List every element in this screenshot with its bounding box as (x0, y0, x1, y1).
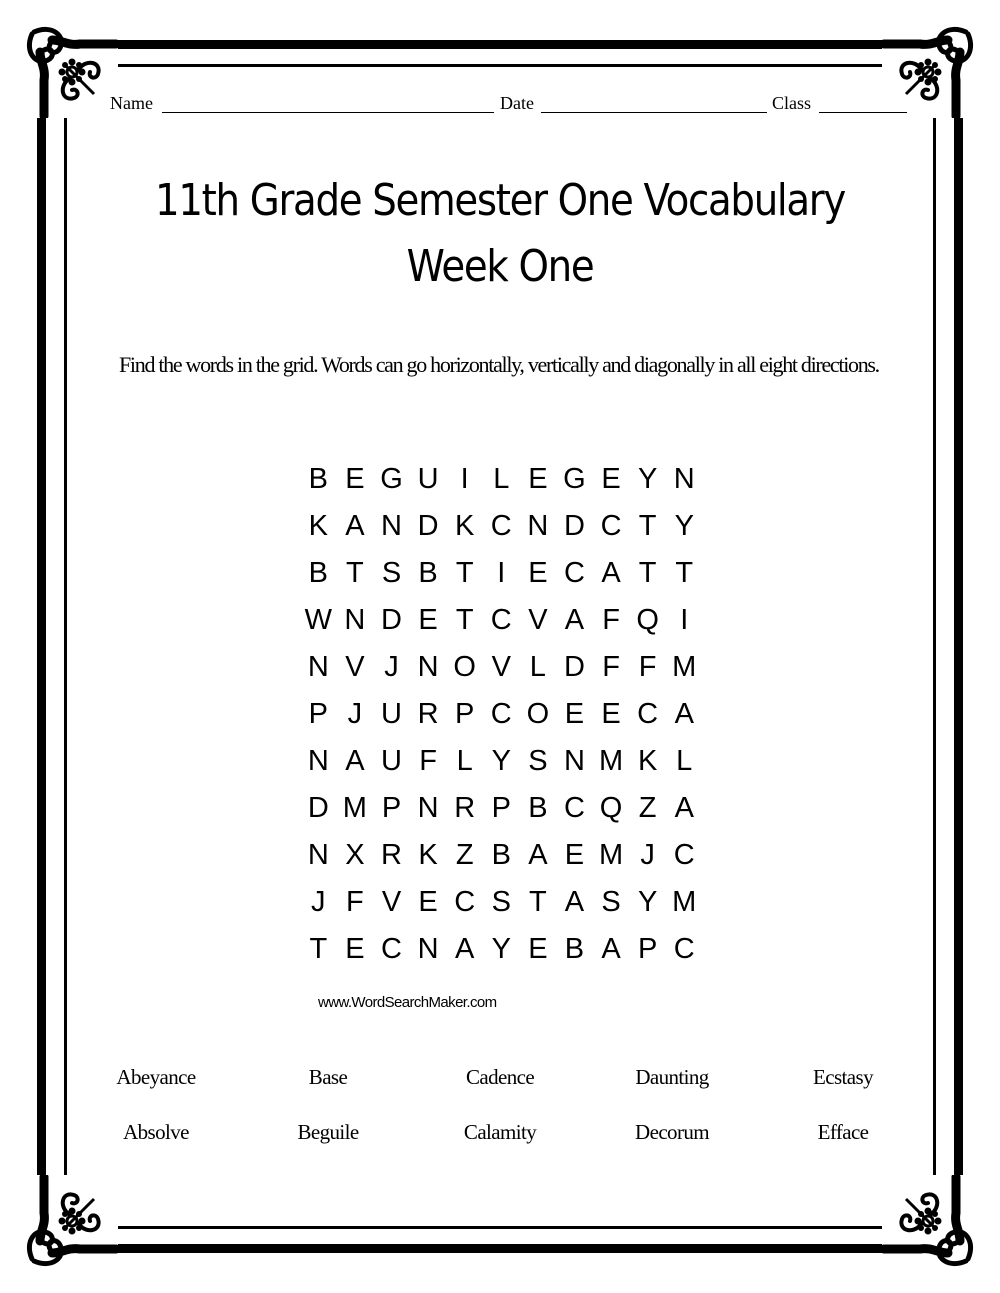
grid-letter: E (345, 933, 365, 965)
grid-row (300, 832, 703, 879)
grid-letter: J (640, 839, 655, 871)
grid-letter: Q (599, 792, 623, 824)
grid-letter: U (417, 463, 439, 495)
worksheet-title: 11th Grade Semester One Vocabulary Week One (155, 175, 845, 292)
grid-letter: C (563, 557, 585, 589)
grid-row (300, 597, 703, 644)
grid-letter: J (384, 651, 399, 683)
date-field[interactable] (541, 112, 767, 113)
grid-letter: U (381, 745, 402, 777)
grid-letter: N (344, 604, 366, 636)
grid-letter: B (564, 933, 585, 965)
grid-letter: P (455, 698, 475, 730)
grid-letter: C (673, 933, 695, 965)
grid-letter: E (564, 839, 585, 871)
grid-letter: B (491, 839, 511, 871)
grid-letter: G (380, 463, 403, 495)
grid-letter: T (455, 604, 474, 636)
grid-letter: J (347, 698, 363, 730)
grid-letter: Y (637, 463, 658, 495)
grid-letter: F (419, 745, 437, 777)
date-label: Date (500, 93, 534, 113)
grid-letter: A (674, 698, 694, 730)
grid-letter: I (460, 463, 469, 495)
grid-letter: N (307, 651, 329, 683)
vocabulary-word: Decorum (635, 1120, 709, 1144)
grid-letter: I (497, 557, 506, 589)
grid-row (300, 785, 703, 832)
grid-letter: K (418, 839, 438, 871)
grid-letter: L (493, 463, 510, 495)
grid-letter: V (491, 651, 511, 683)
grid-letter: Y (674, 510, 694, 542)
grid-letter: P (637, 933, 658, 965)
grid-letter: Y (491, 745, 511, 777)
grid-letter: N (417, 651, 439, 683)
grid-letter: Z (455, 839, 474, 871)
grid-letter: B (418, 557, 438, 589)
grid-letter: M (672, 651, 697, 683)
vocabulary-word: Abeyance (116, 1065, 196, 1089)
student-info-header (110, 93, 910, 117)
grid-letter: D (307, 792, 329, 824)
grid-letter: C (490, 604, 512, 636)
name-field[interactable] (162, 112, 494, 113)
grid-letter: Q (636, 604, 659, 636)
grid-letter: M (598, 745, 624, 777)
grid-row (300, 738, 703, 785)
grid-letter: T (529, 886, 547, 918)
corner-ornament-icon (22, 22, 118, 118)
grid-letter: N (563, 745, 585, 777)
grid-letter: Y (637, 886, 658, 918)
vocabulary-word: Daunting (635, 1065, 709, 1089)
grid-letter: F (638, 651, 657, 683)
grid-letter: A (674, 792, 694, 824)
grid-letter: B (308, 557, 328, 589)
grid-letter: N (417, 792, 439, 824)
grid-letter: E (564, 698, 585, 730)
grid-letter: S (491, 886, 511, 918)
grid-letter: S (528, 745, 548, 777)
grid-letter: R (454, 792, 476, 824)
grid-letter: E (418, 886, 438, 918)
grid-letter: C (673, 839, 695, 871)
grid-row (300, 456, 703, 503)
grid-letter: M (342, 792, 367, 824)
grid-letter: I (680, 604, 689, 636)
grid-letter: W (304, 604, 332, 636)
grid-letter: E (528, 463, 548, 495)
grid-letter: E (601, 698, 621, 730)
grid-letter: C (490, 698, 512, 730)
grid-letter: C (600, 510, 622, 542)
name-label: Name (110, 93, 153, 113)
grid-letter: R (417, 698, 439, 730)
grid-letter: J (311, 886, 326, 918)
vocabulary-word: Calamity (463, 1120, 537, 1144)
vocabulary-word: Absolve (123, 1120, 189, 1144)
grid-letter: V (381, 886, 402, 918)
grid-row (300, 691, 703, 738)
grid-letter: A (345, 510, 365, 542)
grid-letter: N (527, 510, 549, 542)
grid-letter: N (673, 463, 695, 495)
grid-letter: C (637, 698, 659, 730)
grid-letter: E (345, 463, 365, 495)
grid-letter: P (491, 792, 511, 824)
vocabulary-word: Cadence (465, 1065, 535, 1089)
grid-letter: D (563, 510, 585, 542)
grid-letter: A (601, 557, 621, 589)
grid-letter: O (526, 698, 550, 730)
grid-letter: D (381, 604, 402, 636)
grid-letter: V (345, 651, 365, 683)
grid-letter: Z (638, 792, 657, 824)
corner-ornament-icon (882, 1175, 978, 1271)
grid-letter: T (455, 557, 474, 589)
grid-letter: N (307, 745, 329, 777)
grid-letter: E (528, 933, 548, 965)
grid-letter: R (381, 839, 402, 871)
grid-letter: M (672, 886, 697, 918)
grid-letter: B (308, 463, 328, 495)
grid-letter: O (453, 651, 476, 683)
word-list-row (70, 1115, 930, 1149)
grid-letter: A (601, 933, 621, 965)
grid-letter: E (528, 557, 548, 589)
grid-letter: C (563, 792, 585, 824)
grid-letter: X (345, 839, 365, 871)
grid-letter: P (381, 792, 402, 824)
grid-letter: V (528, 604, 548, 636)
grid-letter: A (564, 604, 585, 636)
grid-letter: E (601, 463, 621, 495)
grid-letter: T (309, 933, 328, 965)
grid-letter: U (381, 698, 402, 730)
grid-letter: D (563, 651, 585, 683)
grid-letter: B (528, 792, 548, 824)
vocabulary-word: Efface (817, 1120, 869, 1144)
grid-letter: A (455, 933, 475, 965)
grid-letter: C (454, 886, 476, 918)
class-label: Class (772, 93, 812, 113)
grid-letter: F (602, 651, 620, 683)
grid-letter: D (417, 510, 439, 542)
grid-letter: C (490, 510, 512, 542)
class-field[interactable] (819, 112, 907, 113)
grid-row (300, 879, 703, 926)
grid-letter: L (529, 651, 546, 683)
grid-letter: N (307, 839, 329, 871)
word-search-grid (300, 456, 703, 973)
vocabulary-word: Ecstasy (813, 1065, 873, 1089)
grid-letter: L (456, 745, 473, 777)
grid-letter: T (346, 557, 364, 589)
grid-letter: G (563, 463, 586, 495)
grid-letter: K (455, 510, 475, 542)
grid-letter: A (345, 745, 365, 777)
grid-letter: L (676, 745, 693, 777)
website-credit: www.WordSearchMaker.com (318, 994, 497, 1011)
grid-letter: C (381, 933, 402, 965)
grid-letter: T (638, 557, 657, 589)
grid-letter: T (675, 557, 694, 589)
grid-letter: F (346, 886, 364, 918)
grid-letter: K (308, 510, 328, 542)
vocabulary-word: Base (308, 1065, 348, 1089)
grid-letter: A (564, 886, 585, 918)
grid-row (300, 644, 703, 691)
grid-letter: A (528, 839, 548, 871)
grid-letter: F (602, 604, 620, 636)
instructions-text: Find the words in the grid. Words can go horizontally, vertically and diagonally in all eight directions. (119, 352, 879, 377)
grid-row (300, 926, 703, 973)
vocabulary-word: Beguile (297, 1120, 359, 1144)
grid-letter: P (308, 698, 328, 730)
grid-letter: T (638, 510, 657, 542)
grid-letter: M (598, 839, 624, 871)
word-list-row (70, 1060, 930, 1094)
grid-letter: Y (491, 933, 511, 965)
grid-row (300, 503, 703, 550)
grid-letter: K (637, 745, 658, 777)
grid-letter: N (417, 933, 439, 965)
grid-row (300, 550, 703, 597)
grid-letter: N (381, 510, 402, 542)
grid-letter: E (418, 604, 438, 636)
grid-letter: S (381, 557, 402, 589)
corner-ornament-icon (22, 1175, 118, 1271)
grid-letter: S (601, 886, 621, 918)
